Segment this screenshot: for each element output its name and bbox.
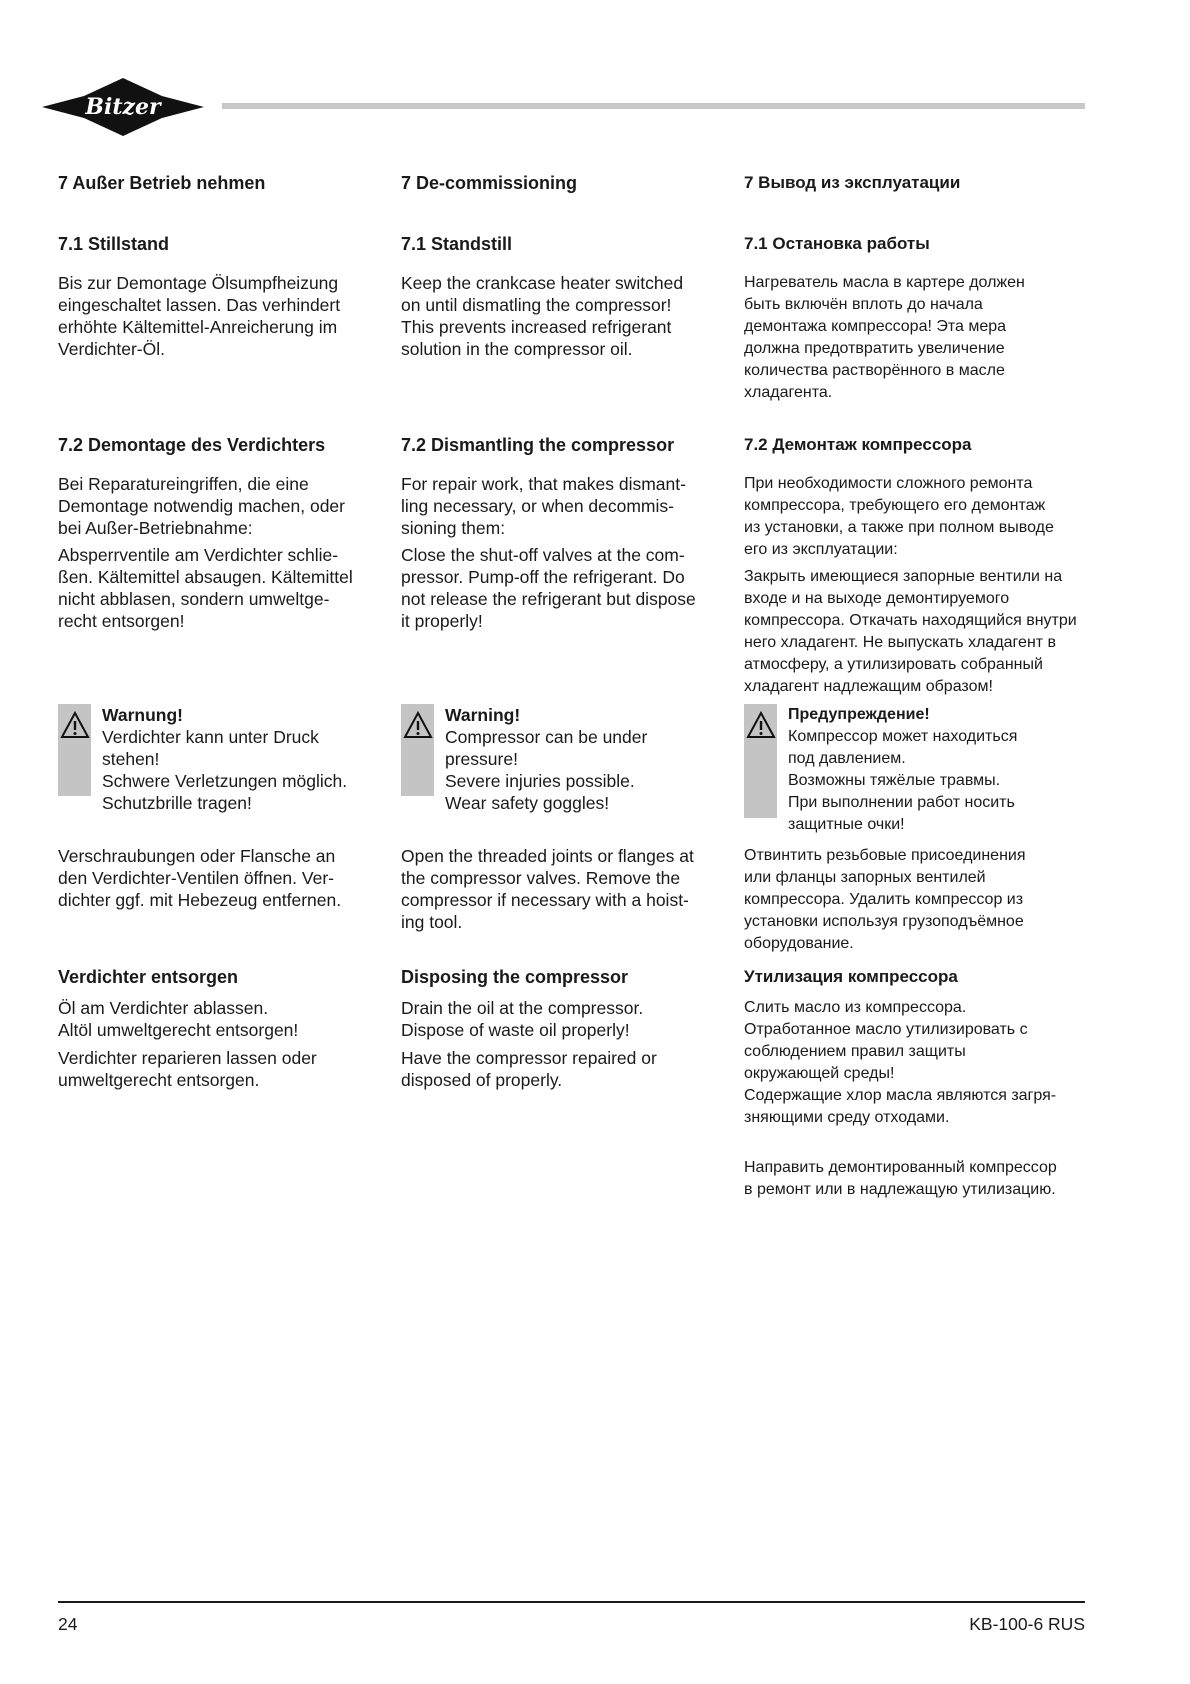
- section-title: 7 Вывод из эксплуатации: [744, 173, 961, 192]
- warning-box: [58, 704, 388, 813]
- bitzer-logo: [42, 78, 204, 136]
- svg-text:Bitzer: Bitzer: [85, 94, 161, 120]
- dismantling-valves-text: Close the shut-off valves at the com- pressor. Pump-off the refrigerant. Do not release the refrigerant but dispose it properly!: [401, 545, 696, 631]
- subsection-title-standstill: 7.1 Standstill: [401, 234, 513, 254]
- warning-text: Warnung! Verdichter kann unter Druck stehen! Schwere Verletzungen möglich. Schutzbrille tragen!: [102, 705, 348, 813]
- disposing-oil-text: Слить масло из компрессора. Отработанное масло утилизировать с соблюдением правил защиты окружающей среды! Содержащие хлор масла являются загря- зняющими среду отходами.: [744, 999, 1057, 1126]
- dismantling-intro-text: For repair work, that makes dismant- ling necessary, or when decommis- sioning them:: [401, 474, 686, 538]
- disposing-title: Disposing the compressor: [401, 967, 629, 987]
- document-id: KB-100-6 RUS: [969, 1614, 1085, 1634]
- standstill-text: Bis zur Demontage Ölsumpfheizung eingeschaltet lassen. Das verhindert erhöhte Kältemittel-Anreicherung im Verdichter-Öl.: [58, 273, 341, 359]
- standstill-text: Keep the crankcase heater switched on until dismatling the compressor! This prevents increased refrigerant solution in the compressor oil.: [401, 273, 684, 359]
- standstill-text: Нагреватель масла в картере должен быть включён вплоть до начала демонтажа компрессора! Эта мера должна предотвратить увеличение количества растворённого в масле хладагента.: [744, 274, 1025, 401]
- subsection-title-standstill: 7.1 Stillstand: [58, 234, 170, 254]
- header-rule: [222, 103, 1085, 109]
- subsection-title-dismantling: 7.2 Dismantling the compressor: [401, 435, 675, 455]
- dismantling-valves-text: Absperrventile am Verdichter schlie- ßen. Kältemittel absaugen. Kältemittel nicht abblasen, sondern umweltge- recht entsorgen!: [58, 545, 353, 631]
- open-joints-text: Verschraubungen oder Flansche an den Verdichter-Ventilen öffnen. Ver- dichter ggf. mit Hebezeug entfernen.: [58, 846, 342, 910]
- open-joints-text: Отвинтить резьбовые присоединения или фланцы запорных вентилей компрессора. Удалить компрессор из установки используя грузоподъёмное оборудование.: [744, 847, 1026, 952]
- warning-triangle-icon: [746, 711, 776, 739]
- section-title: 7 De-commissioning: [401, 173, 578, 193]
- subsection-title-dismantling: 7.2 Демонтаж компрессора: [744, 435, 972, 454]
- disposing-repair-text: Направить демонтированный компрессор в ремонт или в надлежащую утилизацию.: [744, 1159, 1057, 1198]
- dismantling-intro-text: При необходимости сложного ремонта компрессора, требующего его демонтаж из установки, а также при полном выводе его из эксплуатации:: [744, 475, 1054, 558]
- subsection-title-dismantling: 7.2 Demontage des Verdichters: [58, 435, 326, 455]
- warning-box: [744, 704, 1074, 833]
- footer-rule: [58, 1601, 1085, 1603]
- page-number: 24: [58, 1614, 78, 1634]
- open-joints-text: Open the threaded joints or flanges at the compressor valves. Remove the compressor if necessary with a hoist- ing tool.: [401, 846, 694, 932]
- warning-text: Предупреждение! Компрессор может находиться под давлением. Возможны тяжёлые травмы. При выполнении работ носить защитные очки!: [788, 706, 1018, 833]
- disposing-title: Утилизация компрессора: [744, 967, 958, 986]
- disposing-title: Verdichter entsorgen: [58, 967, 239, 987]
- warning-box: [401, 704, 731, 813]
- warning-triangle-icon: [403, 711, 433, 739]
- dismantling-intro-text: Bei Reparatureingriffen, die eine Demontage notwendig machen, oder bei Außer-Betriebnahme:: [58, 474, 345, 538]
- warning-triangle-icon: [60, 711, 90, 739]
- disposing-repair-text: Have the compressor repaired or disposed of properly.: [401, 1048, 657, 1090]
- dismantling-valves-text: Закрыть имеющиеся запорные вентили на входе и на выходе демонтируемого компрессора. Откачать находящийся внутри него хладагент. Не выпускать хладагент в атмосферу, а утилизировать собранный хладагент надлежащим образом!: [744, 568, 1077, 695]
- disposing-oil-text: Drain the oil at the compressor. Dispose of waste oil properly!: [401, 998, 644, 1040]
- disposing-repair-text: Verdichter reparieren lassen oder umweltgerecht entsorgen.: [58, 1048, 317, 1090]
- warning-text: Warning! Compressor can be under pressure! Severe injuries possible. Wear safety goggles!: [445, 705, 648, 813]
- section-title: 7 Außer Betrieb nehmen: [58, 173, 266, 193]
- disposing-oil-text: Öl am Verdichter ablassen. Altöl umweltgerecht entsorgen!: [58, 998, 299, 1040]
- subsection-title-standstill: 7.1 Остановка работы: [744, 234, 930, 253]
